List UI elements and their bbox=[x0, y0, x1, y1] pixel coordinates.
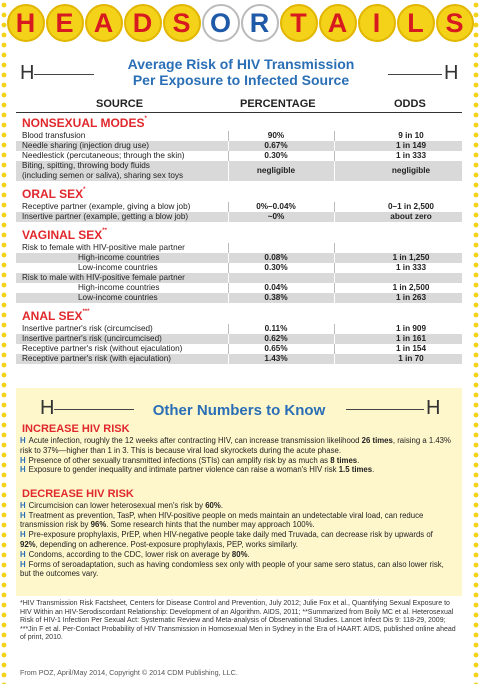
bullet-text-after: . bbox=[220, 501, 223, 510]
column-divider bbox=[334, 263, 335, 273]
column-divider bbox=[228, 283, 229, 293]
column-divider bbox=[228, 161, 229, 181]
row-source: Needlestick (percutaneous; through the skin) bbox=[22, 151, 185, 160]
bullet-text-after: . bbox=[372, 465, 375, 475]
table-row bbox=[16, 212, 462, 222]
section-title: VAGINAL SEX bbox=[22, 228, 103, 242]
footnote-mark: ** bbox=[102, 228, 107, 234]
row-percentage: 0.08% bbox=[264, 253, 288, 262]
column-divider bbox=[334, 131, 335, 141]
title-letter: I bbox=[358, 4, 396, 42]
column-divider bbox=[228, 324, 229, 334]
table-row bbox=[16, 243, 462, 253]
footnote-mark: * bbox=[83, 187, 86, 193]
bullet-text-after: . Some research hints that the number may approach 100%. bbox=[106, 520, 315, 530]
column-divider bbox=[228, 263, 229, 273]
column-divider bbox=[334, 293, 335, 303]
row-odds: 1 in 154 bbox=[395, 344, 427, 353]
decrease-risk-heading: DECREASE HIV RISK bbox=[22, 488, 134, 500]
table-row bbox=[16, 141, 462, 151]
heads-or-tails-title bbox=[0, 4, 480, 48]
col-odds: ODDS bbox=[394, 98, 426, 110]
section-title: ORAL SEX bbox=[22, 187, 84, 201]
bullet-item bbox=[20, 465, 452, 475]
column-divider bbox=[334, 283, 335, 293]
bullet-figure: 8 times bbox=[330, 455, 358, 465]
row-source: Receptive partner (example, giving a blow job) bbox=[22, 202, 191, 211]
table-row bbox=[16, 324, 462, 334]
h-bullet-icon: H bbox=[20, 436, 26, 445]
column-divider bbox=[334, 151, 335, 161]
row-percentage: 90% bbox=[267, 131, 285, 140]
bullet-item bbox=[20, 560, 452, 579]
h-bullet-icon: H bbox=[20, 465, 26, 475]
column-divider bbox=[228, 212, 229, 222]
row-percentage: 1.43% bbox=[264, 354, 288, 363]
column-divider bbox=[334, 253, 335, 263]
table-row bbox=[16, 161, 462, 181]
column-divider bbox=[228, 131, 229, 141]
row-odds: 1 in 263 bbox=[395, 293, 427, 302]
h-bullet-icon: H bbox=[20, 549, 26, 559]
bullet-text: Acute infection, roughly the 12 weeks after contracting HIV, can increase transmission likelihood bbox=[28, 436, 360, 445]
bullet-figure: 80% bbox=[231, 549, 248, 559]
row-source: Risk to female with HIV-positive male partner bbox=[22, 243, 185, 252]
row-percentage: 0.30% bbox=[264, 263, 288, 272]
column-divider bbox=[228, 344, 229, 354]
footnote-mark: * bbox=[144, 116, 147, 122]
row-source: Risk to male with HIV-positive female partner bbox=[22, 273, 185, 282]
column-divider bbox=[228, 243, 229, 253]
subtitle-line-1: Average Risk of HIV Transmission bbox=[127, 56, 355, 72]
bullet-figure: 26 times bbox=[361, 436, 393, 445]
row-percentage: 0.11% bbox=[264, 324, 288, 333]
row-odds: about zero bbox=[390, 212, 432, 221]
table-row bbox=[16, 253, 462, 263]
header-banner bbox=[16, 56, 462, 94]
row-odds: 1 in 909 bbox=[395, 324, 427, 333]
section-title: ANAL SEX bbox=[22, 309, 83, 323]
other-numbers-title: Other Numbers to Know bbox=[152, 402, 326, 419]
column-divider bbox=[334, 161, 335, 181]
header-rule bbox=[16, 112, 462, 113]
bullet-figure: 1.5 times bbox=[338, 465, 373, 475]
table-row bbox=[16, 273, 462, 283]
row-percentage: 0.30% bbox=[264, 151, 288, 160]
bullet-figure: 60% bbox=[205, 501, 221, 510]
row-source: Insertive partner's risk (uncircumcised) bbox=[22, 334, 162, 343]
row-odds: 9 in 10 bbox=[398, 131, 424, 140]
row-odds: 1 in 1,250 bbox=[392, 253, 430, 262]
bullet-text: Presence of other sexually transmitted infections (STIs) can amplify risk by as much as bbox=[28, 455, 329, 465]
h-bullet-icon: H bbox=[20, 455, 26, 465]
column-divider bbox=[334, 212, 335, 222]
bullet-text-after: . bbox=[357, 455, 360, 465]
title-letter: H bbox=[7, 4, 45, 42]
bullet-text: Forms of seroadaptation, such as having condomless sex only with people of your same sero status, can also lower risk, but the outcomes vary. bbox=[20, 559, 444, 579]
column-divider bbox=[228, 141, 229, 151]
column-divider bbox=[228, 293, 229, 303]
row-odds: 1 in 149 bbox=[395, 141, 427, 150]
h-letter-left: H bbox=[20, 62, 35, 84]
section-title: NONSEXUAL MODES bbox=[22, 116, 145, 130]
title-letter: A bbox=[85, 4, 123, 42]
increase-risk-heading: INCREASE HIV RISK bbox=[22, 423, 130, 435]
bullet-item bbox=[20, 501, 452, 511]
row-percentage: 0.67% bbox=[264, 141, 288, 150]
title-letter: L bbox=[397, 4, 435, 42]
column-divider bbox=[228, 334, 229, 344]
section-heading bbox=[22, 116, 147, 130]
row-odds: 1 in 333 bbox=[395, 151, 427, 160]
dotted-border-right bbox=[473, 0, 479, 684]
bullet-text-after: , raising a 1.43% risk to 37%—higher than 1 in 3. This is because viral load skyrockets during the acute phase. bbox=[20, 436, 451, 455]
h-bullet-icon: H bbox=[20, 559, 26, 569]
box-h-left: H bbox=[40, 397, 55, 419]
column-divider bbox=[334, 273, 335, 283]
bullet-text: Exposure to gender inequality and intimate partner violence can raise a woman's HIV risk bbox=[28, 465, 337, 475]
column-divider bbox=[334, 354, 335, 364]
bullet-text: Circumcision can lower heterosexual men's risk by bbox=[28, 501, 204, 510]
column-divider bbox=[228, 202, 229, 212]
column-divider bbox=[228, 273, 229, 283]
col-source: SOURCE bbox=[96, 98, 144, 110]
table-header bbox=[16, 98, 462, 112]
row-source: Insertive partner's risk (circumcised) bbox=[22, 324, 153, 333]
table-row bbox=[16, 334, 462, 344]
table-row bbox=[16, 354, 462, 364]
box-h-right: H bbox=[426, 397, 441, 419]
title-letter: D bbox=[124, 4, 162, 42]
bullet-item bbox=[20, 456, 452, 466]
column-divider bbox=[334, 344, 335, 354]
column-divider bbox=[334, 141, 335, 151]
bullet-figure: 96% bbox=[90, 520, 107, 530]
footnote-mark: *** bbox=[82, 309, 90, 315]
title-letter: A bbox=[319, 4, 357, 42]
row-source: Receptive partner's risk (without ejaculation) bbox=[22, 344, 183, 353]
title-letter: O bbox=[202, 4, 240, 42]
h-line-left bbox=[34, 74, 94, 75]
col-percentage: PERCENTAGE bbox=[240, 98, 316, 110]
column-divider bbox=[228, 151, 229, 161]
column-divider bbox=[334, 334, 335, 344]
row-source: High-income countries bbox=[78, 283, 160, 292]
table-row bbox=[16, 263, 462, 273]
table-row bbox=[16, 344, 462, 354]
title-letter: S bbox=[163, 4, 201, 42]
bullet-text: Treatment as prevention, TasP, when HIV-positive people on meds maintain an undetectable viral load, can reduce transmission risk by bbox=[20, 510, 424, 530]
row-source: Low-income countries bbox=[78, 263, 158, 272]
h-bullet-icon: H bbox=[20, 530, 26, 540]
column-divider bbox=[228, 354, 229, 364]
row-source: High-income countries bbox=[78, 253, 160, 262]
h-letter-right: H bbox=[444, 62, 459, 84]
row-odds: negligible bbox=[391, 166, 431, 175]
column-divider bbox=[228, 253, 229, 263]
section-heading bbox=[22, 309, 89, 323]
column-divider bbox=[334, 324, 335, 334]
row-odds: 1 in 333 bbox=[395, 263, 427, 272]
row-source: Low-income countries bbox=[78, 293, 158, 302]
row-source-line-2: (including semen or saliva), sharing sex toys bbox=[22, 171, 184, 180]
bullet-item bbox=[20, 550, 452, 560]
row-source: Blood transfusion bbox=[22, 131, 86, 140]
h-bullet-icon: H bbox=[20, 510, 26, 520]
section-heading bbox=[22, 187, 85, 201]
column-divider bbox=[334, 202, 335, 212]
bullet-item bbox=[20, 530, 452, 549]
row-percentage: ~0% bbox=[267, 212, 285, 221]
table-row bbox=[16, 202, 462, 212]
row-odds: 1 in 70 bbox=[398, 354, 424, 363]
row-percentage: 0.04% bbox=[264, 283, 288, 292]
references: *HIV Transmission Risk Factsheet, Centers for Disease Control and Prevention, July 2012; Julie Fox et al., Quantifying Sexual Exposure to HIV Within an HIV-Serodiscordant Relationship: Development of an Algorithm. AIDS, 2011; **Summarized from Boily MC et al. Heterosexual Risk of HIV-1 Infection Per Sexual Act: Systematic Review and Meta-analysis of Observational Studies. Lancet Infect Dis 9: 118-29, 2009; ***Jin F et al. Per-Contact Probability of HIV Transmission in Homosexual Men in Sydney in the Era of HAART. AIDS, published online ahead of print, 2010. bbox=[20, 600, 456, 642]
row-odds: 0–1 in 2,500 bbox=[388, 202, 434, 211]
column-divider bbox=[334, 243, 335, 253]
row-percentage: 0.38% bbox=[264, 293, 288, 302]
subtitle-line-2: Per Exposure to Infected Source bbox=[132, 72, 350, 88]
row-source: Receptive partner's risk (with ejaculation) bbox=[22, 354, 171, 363]
row-source: Biting, spitting, throwing body fluids bbox=[22, 161, 150, 170]
section-heading bbox=[22, 228, 107, 242]
bullet-item bbox=[20, 511, 452, 530]
footer-copyright: From POZ, April/May 2014, Copyright © 2014 CDM Publishing, LLC. bbox=[20, 668, 238, 677]
table-row bbox=[16, 293, 462, 303]
title-letter: S bbox=[436, 4, 474, 42]
row-percentage: 0.62% bbox=[264, 334, 288, 343]
h-line-right bbox=[388, 74, 442, 75]
row-percentage: 0%–0.04% bbox=[256, 202, 296, 211]
bullet-text: Condoms, according to the CDC, lower risk on average by bbox=[28, 549, 230, 559]
h-bullet-icon: H bbox=[20, 501, 26, 510]
bullet-text-after: . bbox=[247, 549, 250, 559]
row-percentage: 0.65% bbox=[264, 344, 288, 353]
bullet-text: Pre-exposure prophylaxis, PrEP, when HIV-negative people take daily med Truvada, can decrease risk by upwards of bbox=[28, 530, 433, 540]
title-letter: E bbox=[46, 4, 84, 42]
row-source: Needle sharing (injection drug use) bbox=[22, 141, 149, 150]
row-percentage: negligible bbox=[256, 166, 296, 175]
row-odds: 1 in 2,500 bbox=[392, 283, 430, 292]
table-row bbox=[16, 283, 462, 293]
bullet-text-after: , depending on adherence. Post-exposure prophylaxis, PEP, works similarly. bbox=[35, 539, 298, 549]
table-row bbox=[16, 151, 462, 161]
table-row bbox=[16, 131, 462, 141]
bullet-item bbox=[20, 436, 452, 455]
dotted-border-left bbox=[1, 0, 7, 684]
title-letter: R bbox=[241, 4, 279, 42]
box-line-right bbox=[346, 409, 424, 410]
row-source: Insertive partner (example, getting a blow job) bbox=[22, 212, 189, 221]
row-odds: 1 in 161 bbox=[395, 334, 427, 343]
title-letter: T bbox=[280, 4, 318, 42]
bullet-figure: 92% bbox=[20, 539, 36, 549]
